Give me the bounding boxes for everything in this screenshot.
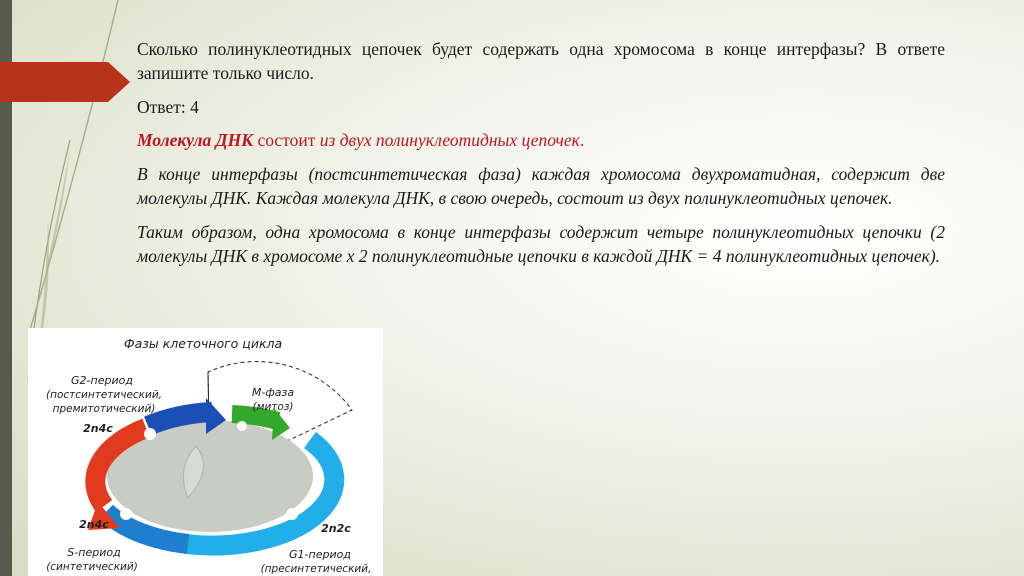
s-formula: 2n4c bbox=[79, 518, 109, 531]
slide-text bbox=[137, 38, 945, 279]
g2-formula: 2n4c bbox=[83, 422, 113, 435]
cell-cycle-diagram bbox=[28, 328, 383, 576]
answer-text: Ответ: 4 bbox=[137, 97, 199, 117]
s-marker bbox=[120, 508, 132, 520]
explanation-paragraph-1: В конце интерфазы (постсинтетическая фаза) каждая хромосома двухроматидная, содержит две молекулы ДНК. Каждая молекула ДНК, в свою очередь, состоит из двух полинуклеотидных цепочек. bbox=[137, 164, 945, 208]
g2-label: G2-период bbox=[71, 374, 133, 387]
g1-formula: 2n2c bbox=[321, 522, 351, 535]
fact-subject: Молекула ДНК bbox=[137, 129, 254, 150]
dna-fact bbox=[137, 129, 945, 153]
m-label: М-фаза bbox=[251, 386, 295, 399]
s-label: S-период bbox=[67, 546, 121, 559]
g1-marker bbox=[286, 508, 298, 520]
fact-verb: состоит bbox=[253, 129, 320, 150]
g1-sub: (пресинтетический, bbox=[260, 563, 372, 575]
s-sub: (синтетический) bbox=[46, 561, 138, 573]
fact-object: из двух полинуклеотидных цепочек bbox=[319, 129, 580, 150]
explanation-paragraph-2: Таким образом, одна хромосома в конце интерфазы содержит четыре полинуклеотидных цепочки (2 молекулы ДНК в хромосоме х 2 полинуклеотидные цепочки в каждой ДНК = 4 полинуклеотидных цепочек). bbox=[137, 222, 945, 266]
diagram-title: Фазы клеточного цикла bbox=[123, 336, 283, 351]
g2-sub-1: (постсинтетический, bbox=[45, 389, 163, 401]
question-text: Сколько полинуклеотидных цепочек будет содержать одна хромосома в конце интерфазы? В ответе запишите только число. bbox=[137, 39, 945, 83]
fact-end: . bbox=[579, 129, 585, 150]
red-arrow-tab bbox=[0, 62, 130, 102]
g2-sub-2: премитотический) bbox=[52, 403, 156, 415]
m-sub: (митоз) bbox=[252, 401, 294, 413]
m-marker bbox=[237, 421, 247, 431]
g1-label: G1-период bbox=[289, 548, 351, 561]
m-phase-arc bbox=[232, 414, 278, 421]
g2-marker bbox=[144, 428, 156, 440]
